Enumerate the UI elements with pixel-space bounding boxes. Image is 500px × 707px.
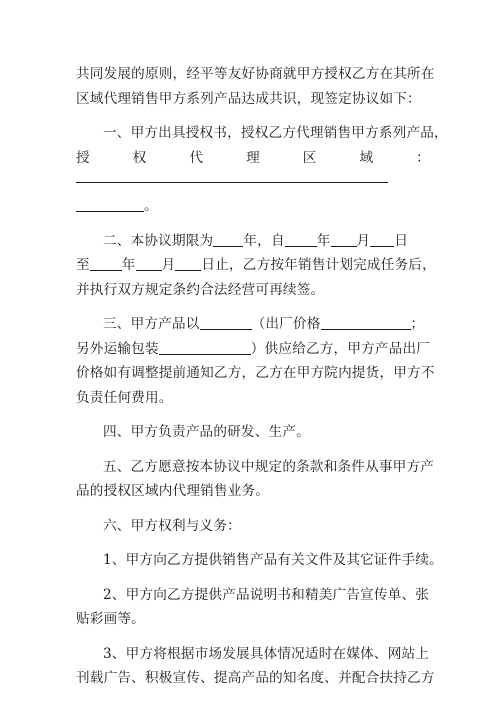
- region-blank-line: [76, 182, 388, 183]
- region-blank: [76, 197, 144, 212]
- paragraph-intro-line-1: 共同发展的原则，经平等友好协商就甲方授权乙方在其所在: [76, 66, 435, 82]
- spread-char: 区: [302, 149, 317, 166]
- spread-char: 代: [189, 149, 204, 166]
- document-body: [76, 62, 448, 691]
- clause-5-line-2: 品的授权区域内代理销售业务。: [76, 483, 270, 499]
- spread-char: 权: [132, 149, 147, 166]
- clause-1-authorized-region: [76, 146, 430, 171]
- item-3-line-2: 刊载广告、积极宣传、提高产品的知名度、并配合扶持乙方: [76, 670, 435, 686]
- clause-4: 四、甲方负责产品的研发、生产。: [103, 424, 310, 440]
- paragraph-intro-line-2: 区域代理销售甲方系列产品达成共识，现签定协议如下：: [76, 90, 421, 107]
- spread-char: 域: [359, 149, 374, 166]
- clause-2-line-3: 并执行双方规定条约合法经营可再续签。: [76, 281, 325, 298]
- item-2-line-2: 贴彩画等。: [76, 611, 145, 627]
- spread-char: 授: [76, 149, 90, 166]
- clause-3-line-4: 负责任何费用。: [76, 389, 173, 406]
- start-month-blank: [331, 232, 357, 247]
- clause-6-heading: 六、甲方权利与义务：: [103, 517, 241, 534]
- clause-2-line-2: 至 年 月 日止，乙方按年销售计划完成任务后，: [76, 257, 436, 273]
- end-month-blank: [136, 256, 162, 271]
- clause-3-line-3: 价格如有调整提前通知乙方，乙方在甲方院内提货，甲方不: [76, 365, 435, 381]
- item-1: 1、甲方向乙方提供销售产品有关文件及其它证件手续。: [103, 552, 443, 568]
- start-day-blank: [370, 232, 394, 247]
- term-years-blank: [213, 232, 243, 247]
- clause-1-line-1: 一、甲方出具授权书，授权乙方代理销售甲方系列产品，: [103, 125, 448, 141]
- end-day-blank: [175, 256, 201, 271]
- factory-price-blank: [321, 315, 411, 330]
- clause-5-line-1: 五、乙方愿意按本协议中规定的条款和条件从事甲方产: [103, 458, 435, 475]
- spread-char: 理: [246, 149, 260, 166]
- start-year-blank: [285, 232, 317, 247]
- spread-char: ：: [416, 149, 430, 166]
- item-2-line-1: 2、甲方向乙方提供产品说明书和精美广告宣传单、张: [103, 586, 430, 603]
- clause-2-line-1: 二、本协议期限为 年，自 年 月 日: [103, 232, 409, 249]
- item-3-line-1: 3、甲方将根据市场发展具体情况适时在媒体、网站上: [103, 645, 430, 662]
- clause-3-line-2: 另外运输包装 ）供应给乙方，甲方产品出厂: [76, 340, 431, 357]
- end-year-blank: [90, 256, 122, 271]
- packaging-blank: [159, 340, 251, 355]
- clause-1-line-3: 。: [76, 194, 430, 219]
- product-price-blank: [200, 315, 252, 330]
- clause-3-line-1: 三、甲方产品以 （出厂价格 ；: [103, 316, 425, 332]
